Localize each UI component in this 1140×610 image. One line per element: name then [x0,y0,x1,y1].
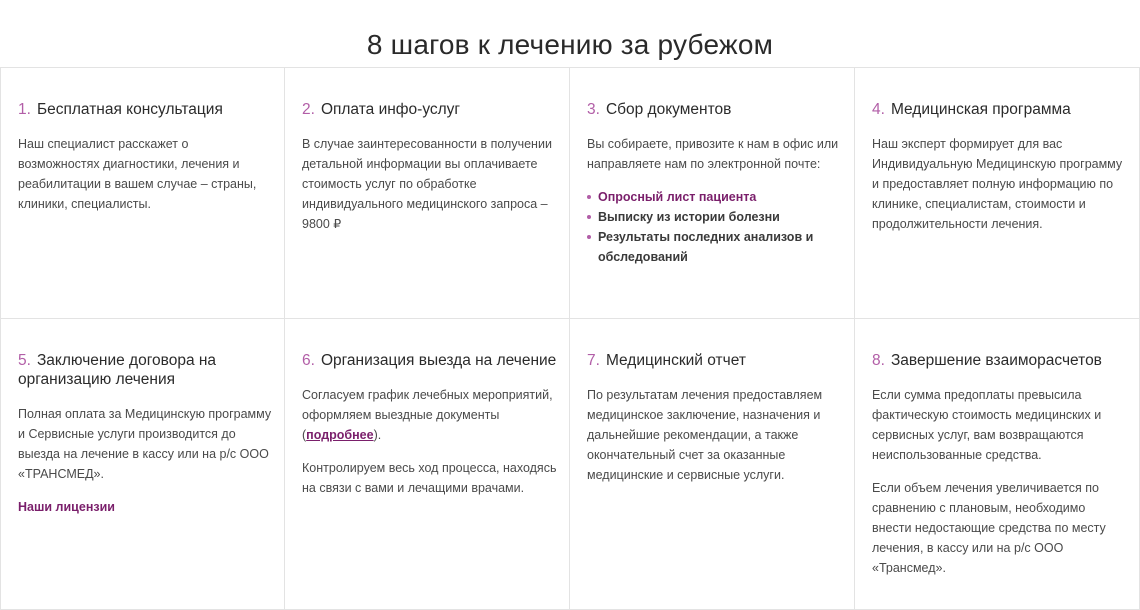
step-heading [587,100,842,119]
list-item: Результаты последних анализов и обследований [587,227,842,267]
step-number: 8. [872,352,885,369]
step-card-3 [570,68,855,319]
step-description: В случае заинтересованности в получении детальной информации вы оплачиваете стоимость услуг по обработке индивидуального медицинского запроса – 9800 ₽ [302,137,552,231]
step-description: Полная оплата за Медицинскую программу и Сервисные услуги производится до выезда на лечение в кассу или на р/с ООО «ТРАНСМЕД». [18,407,272,481]
step-heading [18,100,272,119]
step-number: 6. [302,352,315,369]
list-item: Выписку из истории болезни [587,207,842,227]
step-number: 7. [587,352,600,369]
step-title: Организация выезда на лечение [320,352,557,369]
step-description: Наш эксперт формирует для вас Индивидуальную Медицинскую программу и предоставляет полную информацию по клинике, специалистам, стоимости и продолжительности лечения. [872,137,1123,231]
step-card-5 [0,319,285,610]
step-number: 5. [18,352,31,369]
step-number: 4. [872,101,885,118]
documents-list [587,187,842,267]
licenses-link[interactable]: Наши лицензии [18,500,115,514]
step-card-6 [285,319,570,610]
steps-grid [0,67,1140,610]
questionnaire-link[interactable]: Опросный лист пациента [587,187,842,207]
step-card-8 [855,319,1140,610]
step-card-4 [855,68,1140,319]
step-title: Медицинский отчет [605,352,746,369]
step-title: Оплата инфо-услуг [320,101,461,118]
step-number: 1. [18,101,31,118]
page-title: 8 шагов к лечению за рубежом [366,28,774,60]
step-title: Медицинская программа [890,101,1071,118]
step-description: Вы собираете, привозите к нам в офис или направляете нам по электронной почте: [587,137,839,171]
step-heading [18,351,272,389]
description-text: Согласуем график лечебных мероприятий, оформляем выездные документы ( [302,388,553,442]
step-title: Завершение взаиморасчетов [890,352,1102,369]
step-number: 3. [587,101,600,118]
step-card-1 [0,68,285,319]
step-description-extra: Если объем лечения увеличивается по сравнению с плановым, необходимо внести недостающие средства по месту лечения, в кассу или на р/с ООО «Трансмед». [872,481,1106,575]
step-heading [872,351,1127,370]
step-title: Бесплатная консультация [36,101,223,118]
step-card-7 [570,319,855,610]
description-text: ). [373,428,382,442]
step-description [302,385,557,445]
step-description: Наш специалист расскажет о возможностях диагностики, лечения и реабилитации в вашем случае – страны, клиники, специалисты. [18,137,257,211]
step-heading [587,351,842,370]
step-heading [302,351,557,370]
step-heading [302,100,557,119]
step-title: Заключение договора на организацию лечения [18,352,217,388]
step-description: По результатам лечения предоставляем медицинское заключение, назначения и дальнейшие рекомендации, а также окончательный счет за оказанные медицинские и сервисные услуги. [587,388,823,482]
step-number: 2. [302,101,315,118]
step-description-extra: Контролируем весь ход процесса, находясь на связи с вами и лечащими врачами. [302,461,557,495]
step-heading [872,100,1127,119]
details-link[interactable]: подробнее [306,428,374,442]
step-title: Сбор документов [605,101,732,118]
step-card-2 [285,68,570,319]
step-description: Если сумма предоплаты превысила фактическую стоимость медицинских и сервисных услуг, вам возвращаются неиспользованные средства. [872,388,1102,462]
